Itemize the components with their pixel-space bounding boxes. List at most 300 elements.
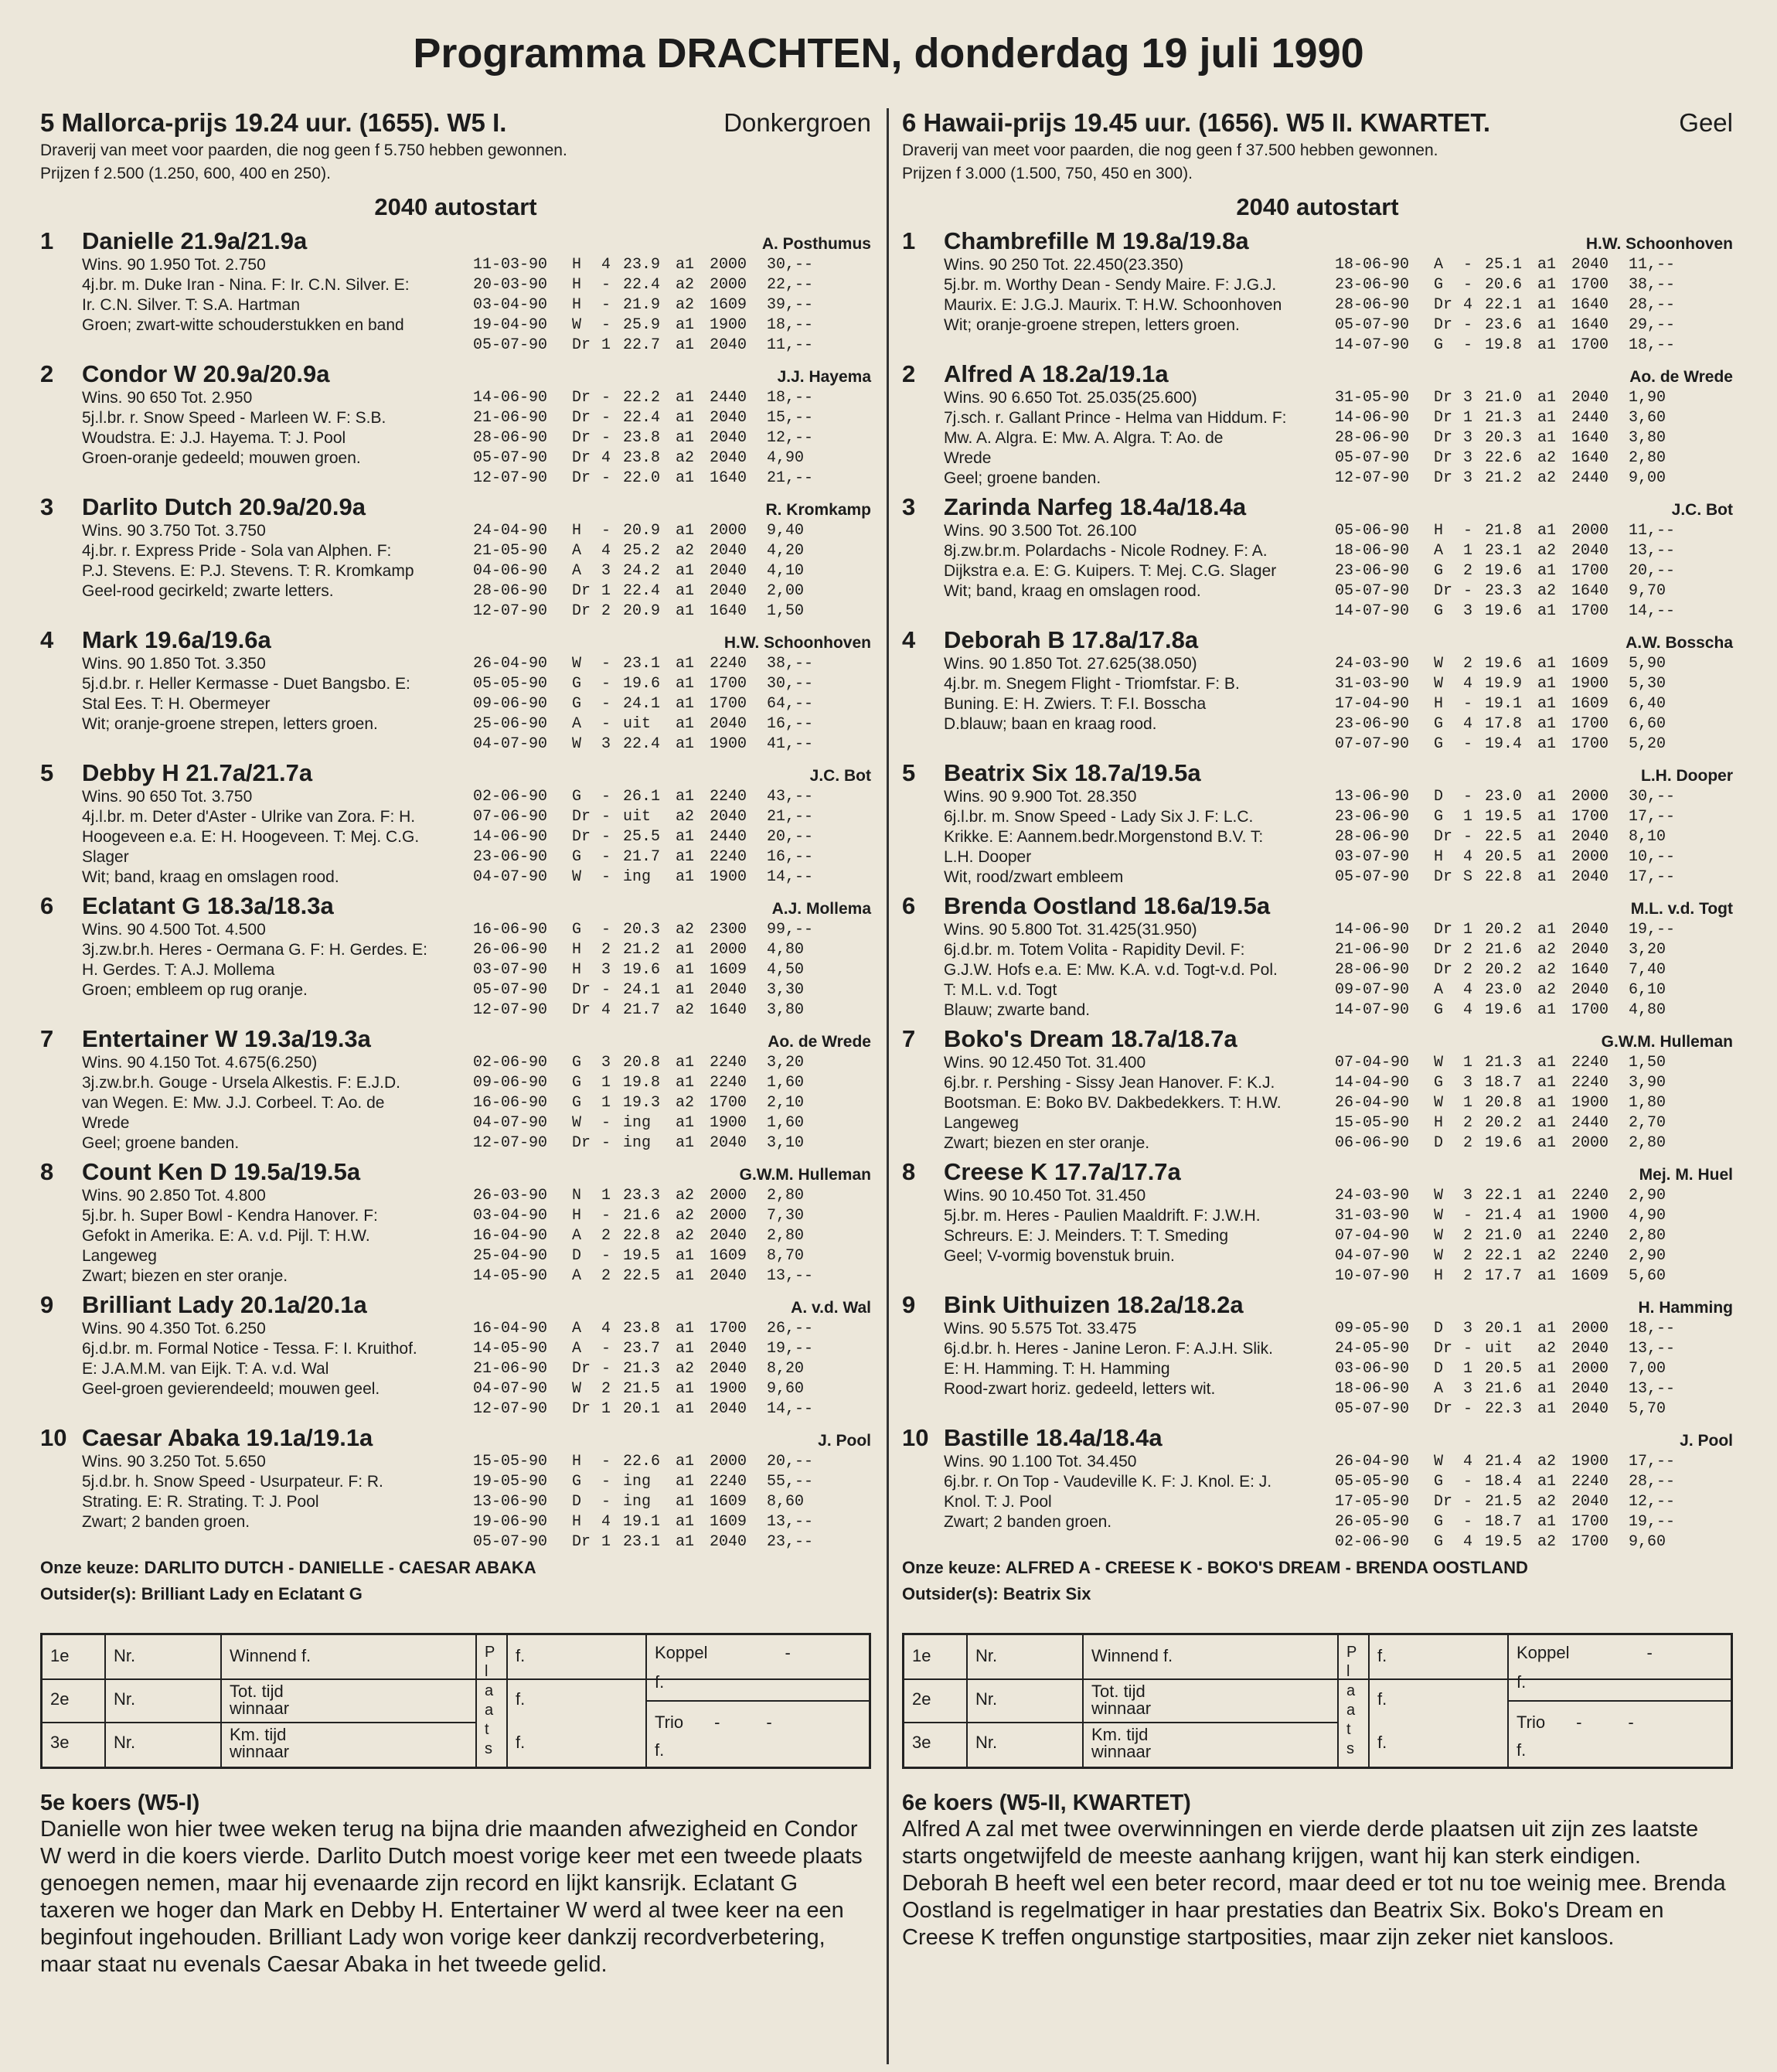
result-start: a1 bbox=[676, 1114, 695, 1132]
horse-info-line: Gefokt in Amerika. E: A. v.d. Pijl. T: H.W. bbox=[82, 1227, 370, 1245]
horse-name bbox=[902, 1291, 1244, 1319]
slip-km-tijd: Km. tijd winnaar bbox=[1091, 1725, 1152, 1761]
result-odds: 9,60 bbox=[767, 1380, 805, 1398]
result-row bbox=[473, 315, 871, 336]
result-distance: 2040 bbox=[710, 1533, 747, 1551]
result-row bbox=[473, 654, 871, 674]
result-date: 31-05-90 bbox=[1335, 389, 1410, 407]
slip-f-2: f. bbox=[516, 1689, 526, 1709]
result-odds: 4,20 bbox=[767, 542, 805, 560]
result-date: 05-07-90 bbox=[1335, 1400, 1410, 1418]
result-date: 26-04-90 bbox=[1335, 1453, 1410, 1471]
result-distance: 2040 bbox=[1571, 941, 1609, 959]
result-date: 18-06-90 bbox=[1335, 542, 1410, 560]
result-start: a2 bbox=[1537, 1340, 1557, 1358]
result-row bbox=[473, 787, 871, 807]
horse-name-text: Beatrix Six 18.7a/19.5a bbox=[944, 759, 1201, 786]
result-time: 21.8 bbox=[1485, 522, 1523, 540]
result-track: G bbox=[1434, 1001, 1444, 1019]
result-place: - bbox=[601, 1453, 611, 1471]
horse-body bbox=[40, 654, 871, 755]
result-place: 4 bbox=[601, 1001, 611, 1019]
horse-driver: A. Posthumus bbox=[761, 235, 871, 253]
result-place: - bbox=[601, 808, 611, 826]
horse-info bbox=[40, 1319, 473, 1419]
result-distance: 2440 bbox=[1571, 1114, 1609, 1132]
result-date: 15-05-90 bbox=[473, 1453, 548, 1471]
horse-driver: J.C. Bot bbox=[809, 767, 871, 785]
result-date: 21-05-90 bbox=[473, 542, 548, 560]
result-place: - bbox=[601, 715, 611, 733]
result-odds: 7,00 bbox=[1629, 1360, 1666, 1378]
result-place: - bbox=[1463, 788, 1473, 806]
horse-info-line: 5j.l.br. r. Snow Speed - Marleen W. F: S.B. bbox=[82, 409, 386, 427]
horse-name bbox=[40, 1025, 371, 1053]
result-time: 23.3 bbox=[623, 1187, 661, 1205]
horse-info-line: Wrede bbox=[944, 449, 992, 467]
result-date: 25-04-90 bbox=[473, 1247, 548, 1265]
result-place: 1 bbox=[601, 1187, 611, 1205]
result-place: 3 bbox=[1463, 389, 1473, 407]
result-track: A bbox=[572, 1267, 582, 1285]
result-date: 23-06-90 bbox=[1335, 276, 1410, 294]
result-start: a1 bbox=[1537, 1074, 1557, 1092]
result-place: - bbox=[1463, 522, 1473, 540]
result-track: D bbox=[1434, 1134, 1444, 1152]
result-place: - bbox=[601, 296, 611, 314]
result-time: 22.8 bbox=[1485, 868, 1523, 886]
result-odds: 11,-- bbox=[1629, 522, 1676, 540]
horse-entry bbox=[40, 1025, 871, 1154]
result-odds: 39,-- bbox=[767, 296, 814, 314]
result-odds: 9,60 bbox=[1629, 1533, 1666, 1551]
horse-number: 9 bbox=[40, 1291, 54, 1318]
result-date: 14-06-90 bbox=[473, 828, 548, 846]
horse-driver: J. Pool bbox=[1680, 1432, 1733, 1450]
result-row bbox=[1335, 1472, 1733, 1492]
slip-second: 2e bbox=[50, 1689, 70, 1709]
result-time: uit bbox=[1485, 1340, 1513, 1358]
result-distance: 2040 bbox=[710, 562, 747, 580]
result-distance: 1609 bbox=[1571, 1267, 1609, 1285]
horse-name bbox=[902, 892, 1270, 920]
result-start: a1 bbox=[1537, 1094, 1557, 1112]
result-place: - bbox=[601, 848, 611, 866]
result-start: a1 bbox=[676, 1473, 695, 1491]
result-row bbox=[473, 1073, 871, 1093]
slip-koppel: Koppel - bbox=[655, 1643, 791, 1662]
horse-info-line: 3j.zw.br.h. Heres - Oermana G. F: H. Gerdes. E: bbox=[82, 941, 427, 959]
horse-results bbox=[1335, 787, 1733, 888]
result-time: 21.2 bbox=[1485, 469, 1523, 487]
result-place: 3 bbox=[601, 562, 611, 580]
horse-info-line: Zwart; 2 banden groen. bbox=[944, 1513, 1112, 1531]
horse-name-text: Bastille 18.4a/18.4a bbox=[944, 1424, 1163, 1451]
result-start: a1 bbox=[1537, 389, 1557, 407]
horse-info-line: Wit; band, kraag en omslagen rood. bbox=[82, 868, 339, 886]
horse-name bbox=[40, 227, 307, 255]
result-time: 23.1 bbox=[623, 1533, 661, 1551]
result-start: a1 bbox=[1537, 1134, 1557, 1152]
result-odds: 11,-- bbox=[767, 336, 814, 354]
result-date: 24-03-90 bbox=[1335, 655, 1410, 673]
horse-name-text: Boko's Dream 18.7a/18.7a bbox=[944, 1025, 1237, 1052]
analysis-text: Danielle won hier twee weken terug na bijna drie maanden afwezigheid en Condor W werd in die koers vierde. Darlito Dutch moest vorige keer met een tweede plaats genoegen nemen, maar hij evenaarde zijn record en lijkt kansrijk. Eclatant G taxeren we hoger dan Mark en Debby H. Entertainer W werd al twee keer na een beginfout ingehouden. Brilliant Lady won vorige keer dankzij recordverbetering, maar staat nu evenals Caesar Abaka in het tweede gelid. bbox=[40, 1817, 863, 1977]
result-distance: 2000 bbox=[710, 256, 747, 274]
result-distance: 2240 bbox=[710, 1074, 747, 1092]
result-row bbox=[473, 1053, 871, 1073]
result-place: 4 bbox=[601, 1320, 611, 1338]
horse-info-line: Hoogeveen e.a. E: H. Hoogeveen. T: Mej. C.G. bbox=[82, 828, 420, 846]
result-row bbox=[473, 867, 871, 888]
result-place: 3 bbox=[1463, 1380, 1473, 1398]
result-row bbox=[1335, 255, 1733, 275]
result-start: a1 bbox=[676, 602, 695, 620]
result-odds: 2,90 bbox=[1629, 1247, 1666, 1265]
result-row bbox=[473, 1359, 871, 1379]
result-date: 31-03-90 bbox=[1335, 675, 1410, 693]
result-time: 21.0 bbox=[1485, 389, 1523, 407]
result-place: - bbox=[601, 655, 611, 673]
result-distance: 1700 bbox=[1571, 562, 1609, 580]
result-date: 15-05-90 bbox=[1335, 1114, 1410, 1132]
result-time: 21.0 bbox=[1485, 1227, 1523, 1245]
result-track: G bbox=[1434, 336, 1444, 354]
result-distance: 2300 bbox=[710, 921, 747, 939]
horse-info-line: Mw. A. Algra. E: Mw. A. Algra. T: Ao. de bbox=[944, 429, 1224, 447]
result-row bbox=[1335, 408, 1733, 428]
result-place: - bbox=[601, 389, 611, 407]
horse-info bbox=[40, 388, 473, 489]
horse-entry bbox=[902, 1025, 1733, 1154]
result-start: a1 bbox=[676, 868, 695, 886]
result-distance: 2240 bbox=[1571, 1227, 1609, 1245]
result-row bbox=[473, 734, 871, 755]
result-distance: 2040 bbox=[1571, 981, 1609, 999]
result-place: 3 bbox=[1463, 429, 1473, 447]
horse-driver: L.H. Dooper bbox=[1641, 767, 1733, 785]
horse-entry bbox=[902, 1291, 1733, 1419]
horse-name bbox=[40, 626, 271, 654]
result-odds: 20,-- bbox=[767, 1453, 814, 1471]
result-date: 23-06-90 bbox=[1335, 715, 1410, 733]
result-distance: 1700 bbox=[1571, 602, 1609, 620]
result-date: 23-06-90 bbox=[1335, 562, 1410, 580]
result-row bbox=[1335, 295, 1733, 315]
horse-body bbox=[902, 388, 1733, 489]
result-distance: 2040 bbox=[1571, 256, 1609, 274]
result-start: a1 bbox=[676, 336, 695, 354]
result-date: 05-05-90 bbox=[473, 675, 548, 693]
result-time: 19.5 bbox=[1485, 1533, 1523, 1551]
result-time: 21.4 bbox=[1485, 1207, 1523, 1225]
result-track: Dr bbox=[572, 828, 591, 846]
result-time: 22.3 bbox=[1485, 1400, 1523, 1418]
result-track: A bbox=[572, 1340, 582, 1358]
result-track: Dr bbox=[1434, 941, 1453, 959]
result-row bbox=[473, 295, 871, 315]
horse-results bbox=[1335, 388, 1733, 489]
result-row bbox=[473, 920, 871, 940]
result-place: 2 bbox=[1463, 655, 1473, 673]
result-odds: 11,-- bbox=[1629, 256, 1676, 274]
result-row bbox=[473, 807, 871, 827]
result-start: a1 bbox=[676, 848, 695, 866]
result-distance: 2000 bbox=[710, 1453, 747, 1471]
horse-header bbox=[902, 1025, 1733, 1053]
result-track: D bbox=[1434, 1320, 1444, 1338]
result-start: a1 bbox=[676, 1533, 695, 1551]
result-place: - bbox=[601, 1114, 611, 1132]
horse-entry bbox=[40, 1424, 871, 1552]
horse-info-line: Zwart; 2 banden groen. bbox=[82, 1513, 250, 1531]
result-distance: 2040 bbox=[710, 1400, 747, 1418]
result-place: 3 bbox=[1463, 469, 1473, 487]
horse-name bbox=[902, 1424, 1163, 1452]
result-odds: 12,-- bbox=[1629, 1493, 1676, 1511]
result-date: 28-06-90 bbox=[473, 429, 548, 447]
result-start: a1 bbox=[1537, 788, 1557, 806]
result-odds: 8,70 bbox=[767, 1247, 805, 1265]
result-date: 04-07-90 bbox=[473, 1114, 548, 1132]
result-row bbox=[1335, 847, 1733, 867]
result-date: 12-07-90 bbox=[473, 602, 548, 620]
result-date: 23-06-90 bbox=[473, 848, 548, 866]
result-time: 21.5 bbox=[1485, 1493, 1523, 1511]
horse-info-line: Wins. 90 2.850 Tot. 4.800 bbox=[82, 1187, 266, 1205]
result-time: ing bbox=[623, 1493, 652, 1511]
result-track: W bbox=[1434, 1207, 1444, 1225]
result-date: 11-03-90 bbox=[473, 256, 548, 274]
horse-header bbox=[902, 626, 1733, 654]
slip-nr-1: Nr. bbox=[975, 1646, 998, 1665]
result-date: 05-07-90 bbox=[473, 981, 548, 999]
result-row bbox=[1335, 867, 1733, 888]
result-odds: 55,-- bbox=[767, 1473, 814, 1491]
result-row bbox=[473, 1226, 871, 1246]
result-date: 06-06-90 bbox=[1335, 1134, 1410, 1152]
result-track: Dr bbox=[1434, 1493, 1453, 1511]
result-date: 02-06-90 bbox=[473, 1054, 548, 1072]
result-distance: 1900 bbox=[710, 316, 747, 334]
horse-info-line: Wins. 90 4.350 Tot. 6.250 bbox=[82, 1320, 266, 1338]
betting-slip bbox=[40, 1633, 871, 1769]
result-place: 1 bbox=[601, 1094, 611, 1112]
result-odds: 9,70 bbox=[1629, 582, 1666, 600]
race-prizes: Prijzen f 3.000 (1.500, 750, 450 en 300). bbox=[902, 165, 1193, 182]
result-row bbox=[1335, 581, 1733, 601]
slip-nr-2: Nr. bbox=[114, 1689, 136, 1709]
horse-body bbox=[40, 1053, 871, 1154]
result-distance: 2000 bbox=[1571, 848, 1609, 866]
result-track: H bbox=[572, 1453, 582, 1471]
horse-info-line: E: H. Hamming. T: H. Hamming bbox=[944, 1360, 1170, 1378]
result-track: Dr bbox=[1434, 1340, 1453, 1358]
result-start: a1 bbox=[676, 316, 695, 334]
result-start: a1 bbox=[676, 1453, 695, 1471]
horse-number: 8 bbox=[902, 1158, 916, 1185]
result-track: H bbox=[572, 961, 582, 979]
horse-driver: R. Kromkamp bbox=[765, 501, 871, 519]
result-odds: 7,30 bbox=[767, 1207, 805, 1225]
horse-name bbox=[902, 759, 1201, 787]
result-odds: 5,70 bbox=[1629, 1400, 1666, 1418]
result-track: G bbox=[1434, 562, 1444, 580]
result-odds: 1,50 bbox=[767, 602, 805, 620]
result-distance: 1609 bbox=[710, 961, 747, 979]
result-odds: 21,-- bbox=[767, 808, 814, 826]
result-distance: 1900 bbox=[710, 1380, 747, 1398]
horse-info-line: 4j.l.br. m. Deter d'Aster - Ulrike van Zora. F: H. bbox=[82, 808, 416, 826]
result-start: a2 bbox=[1537, 582, 1557, 600]
result-date: 03-07-90 bbox=[473, 961, 548, 979]
result-date: 04-07-90 bbox=[1335, 1247, 1410, 1265]
horse-entry bbox=[40, 227, 871, 356]
horse-entry bbox=[40, 759, 871, 888]
result-row bbox=[1335, 1113, 1733, 1133]
horse-driver: J.C. Bot bbox=[1671, 501, 1733, 519]
result-start: a1 bbox=[1537, 602, 1557, 620]
result-place: - bbox=[1463, 1207, 1473, 1225]
result-distance: 2040 bbox=[1571, 828, 1609, 846]
result-date: 14-06-90 bbox=[1335, 409, 1410, 427]
result-odds: 4,90 bbox=[1629, 1207, 1666, 1225]
result-odds: 2,90 bbox=[1629, 1187, 1666, 1205]
result-odds: 18,-- bbox=[767, 316, 814, 334]
result-place: 3 bbox=[1463, 1187, 1473, 1205]
horse-header bbox=[902, 1291, 1733, 1319]
horse-name-text: Creese K 17.7a/17.7a bbox=[944, 1158, 1181, 1185]
result-place: 1 bbox=[1463, 1360, 1473, 1378]
result-track: Dr bbox=[1434, 828, 1453, 846]
result-date: 12-07-90 bbox=[473, 1400, 548, 1418]
result-date: 04-07-90 bbox=[473, 735, 548, 753]
result-date: 05-07-90 bbox=[473, 449, 548, 467]
result-odds: 23,-- bbox=[767, 1533, 814, 1551]
result-time: 25.5 bbox=[623, 828, 661, 846]
horse-info-line: Wins. 90 3.500 Tot. 26.100 bbox=[944, 522, 1137, 540]
result-distance: 1640 bbox=[1571, 429, 1609, 447]
horse-entry bbox=[902, 360, 1733, 489]
result-track: H bbox=[1434, 522, 1444, 540]
horse-header bbox=[40, 1424, 871, 1452]
horse-name bbox=[40, 1424, 373, 1452]
result-row bbox=[1335, 601, 1733, 622]
horse-info-line: Krikke. E: Aannem.bedr.Morgenstond B.V. T: bbox=[944, 828, 1264, 846]
result-place: - bbox=[601, 316, 611, 334]
result-date: 13-06-90 bbox=[1335, 788, 1410, 806]
result-place: - bbox=[601, 828, 611, 846]
result-odds: 17,-- bbox=[1629, 868, 1676, 886]
horse-number: 3 bbox=[902, 493, 916, 520]
result-odds: 30,-- bbox=[767, 256, 814, 274]
result-start: a1 bbox=[676, 522, 695, 540]
result-date: 03-06-90 bbox=[1335, 1360, 1410, 1378]
result-track: H bbox=[572, 522, 582, 540]
result-track: W bbox=[1434, 655, 1444, 673]
slip-first: 1e bbox=[50, 1646, 70, 1665]
result-place: 2 bbox=[1463, 941, 1473, 959]
result-track: W bbox=[1434, 1187, 1444, 1205]
result-distance: 2040 bbox=[710, 542, 747, 560]
result-distance: 2040 bbox=[710, 336, 747, 354]
result-odds: 5,20 bbox=[1629, 735, 1666, 753]
result-start: a1 bbox=[676, 828, 695, 846]
horse-driver: Ao. de Wrede bbox=[1629, 368, 1733, 386]
result-track: A bbox=[1434, 542, 1444, 560]
result-odds: 8,20 bbox=[767, 1360, 805, 1378]
result-odds: 2,10 bbox=[767, 1094, 805, 1112]
result-start: a1 bbox=[676, 715, 695, 733]
horse-name-text: Count Ken D 19.5a/19.5a bbox=[82, 1158, 361, 1185]
result-place: 1 bbox=[601, 1533, 611, 1551]
result-row bbox=[1335, 336, 1733, 356]
result-distance: 1700 bbox=[1571, 1001, 1609, 1019]
result-start: a1 bbox=[1537, 1227, 1557, 1245]
result-start: a1 bbox=[1537, 276, 1557, 294]
horse-info-line: Wins. 90 1.950 Tot. 2.750 bbox=[82, 256, 266, 274]
result-distance: 2040 bbox=[710, 715, 747, 733]
result-distance: 1640 bbox=[710, 1001, 747, 1019]
horse-info-line: D.blauw; baan en kraag rood. bbox=[944, 715, 1157, 733]
result-place: 4 bbox=[601, 542, 611, 560]
result-track: A bbox=[1434, 981, 1444, 999]
result-date: 07-06-90 bbox=[473, 808, 548, 826]
result-start: a1 bbox=[1537, 1054, 1557, 1072]
result-track: G bbox=[1434, 1074, 1444, 1092]
slip-plaats: P l a a t s bbox=[485, 1644, 495, 1757]
result-row bbox=[1335, 920, 1733, 940]
result-distance: 2040 bbox=[1571, 389, 1609, 407]
horse-info bbox=[902, 388, 1335, 489]
result-row bbox=[1335, 1532, 1733, 1552]
result-track: A bbox=[1434, 256, 1444, 274]
result-time: ing bbox=[623, 1134, 652, 1152]
horse-number: 2 bbox=[902, 360, 916, 387]
result-start: a1 bbox=[1537, 256, 1557, 274]
analysis-title: 5e koers (W5-I) bbox=[40, 1791, 200, 1815]
horse-name bbox=[40, 360, 329, 388]
result-odds: 16,-- bbox=[767, 715, 814, 733]
result-track: Dr bbox=[1434, 582, 1453, 600]
horse-info-line: 6j.d.br. m. Totem Volita - Rapidity Devil. F: bbox=[944, 941, 1245, 959]
result-row bbox=[473, 940, 871, 960]
result-track: G bbox=[572, 1054, 582, 1072]
result-distance: 2000 bbox=[710, 522, 747, 540]
result-start: a1 bbox=[676, 256, 695, 274]
horse-header bbox=[902, 892, 1733, 920]
result-distance: 2000 bbox=[1571, 522, 1609, 540]
horse-name-text: Danielle 21.9a/21.9a bbox=[82, 227, 308, 254]
result-odds: 5,30 bbox=[1629, 675, 1666, 693]
result-distance: 2000 bbox=[1571, 788, 1609, 806]
horse-body bbox=[40, 787, 871, 888]
result-time: 23.8 bbox=[623, 1320, 661, 1338]
result-odds: 3,80 bbox=[1629, 429, 1666, 447]
result-odds: 20,-- bbox=[1629, 562, 1676, 580]
horse-number: 4 bbox=[40, 626, 54, 653]
result-track: G bbox=[1434, 1533, 1444, 1551]
start-type: 2040 autostart bbox=[1236, 193, 1399, 220]
result-time: 22.7 bbox=[623, 336, 661, 354]
result-time: 21.5 bbox=[623, 1380, 661, 1398]
result-track: A bbox=[1434, 1380, 1444, 1398]
our-choice: Onze keuze: ALFRED A - CREESE K - BOKO'S DREAM - BRENDA OOSTLAND bbox=[902, 1558, 1528, 1577]
result-odds: 1,80 bbox=[1629, 1094, 1666, 1112]
result-time: 22.5 bbox=[623, 1267, 661, 1285]
result-start: a2 bbox=[1537, 469, 1557, 487]
horse-driver: M.L. v.d. Togt bbox=[1630, 900, 1733, 918]
